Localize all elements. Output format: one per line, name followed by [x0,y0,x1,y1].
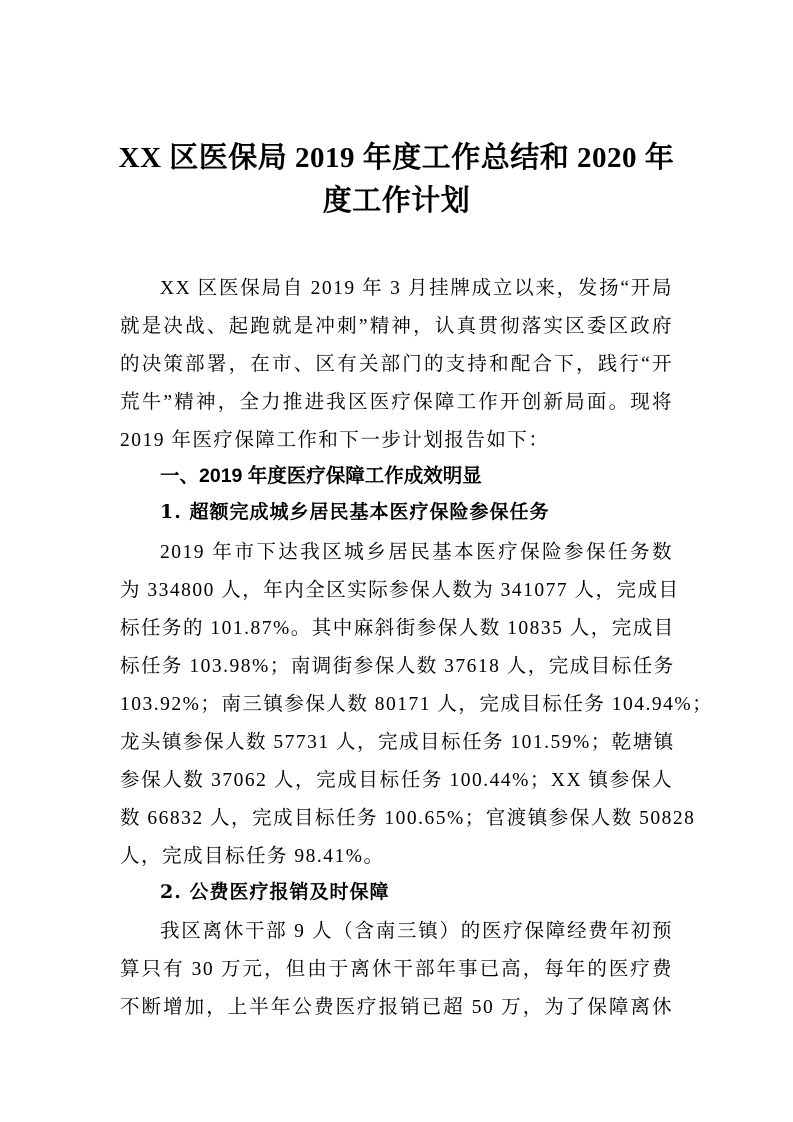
body-line: 2019 年市下达我区城乡居民基本医疗保险参保任务数 [160,542,673,563]
body-line: 人，完成目标任务 98.41%。 [120,846,385,867]
body-line: 标任务的 101.87%。其中麻斜街参保人数 10835 人，完成目 [120,618,675,639]
body-line: 数 66832 人，完成目标任务 100.65%；官渡镇参保人数 50828 [120,808,696,829]
intro-line: 2019 年医疗保障工作和下一步计划报告如下： [120,430,550,451]
body-line: 不断增加，上半年公费医疗报销已超 50 万，为了保障离休 [120,997,673,1018]
subsection-heading: 2. 公费医疗报销及时保障 [160,881,390,903]
body-line: 103.92%；南三镇参保人数 80171 人，完成目标任务 104.94%； [120,694,714,715]
subsection-heading: 1. 超额完成城乡居民基本医疗保险参保任务 [160,501,550,523]
body-line: 算只有 30 万元，但由于离休干部年事已高，每年的医疗费 [120,959,673,980]
body-line: 我区离休干部 9 人（含南三镇）的医疗保障经费年初预 [160,921,673,942]
body-line: 龙头镇参保人数 57731 人，完成目标任务 101.59%；乾塘镇 [120,732,675,753]
body-line: 为 334800 人，年内全区实际参保人数为 341077 人，完成目 [120,580,680,601]
intro-line: XX 区医保局自 2019 年 3 月挂牌成立以来，发扬“开局 [160,278,673,299]
title-line-2: 度工作计划 [322,185,471,217]
intro-line: 就是决战、起跑就是冲刺”精神，认真贯彻落实区委区政府 [120,316,673,337]
intro-line: 的决策部署，在市、区有关部门的支持和配合下，践行“开 [120,354,673,375]
section-heading: 一、2019 年度医疗保障工作成效明显 [160,465,482,487]
document-title [110,137,683,223]
body-line: 参保人数 37062 人，完成目标任务 100.44%；XX 镇参保人 [120,770,673,791]
body-line: 标任务 103.98%；南调街参保人数 37618 人，完成目标任务 [120,656,675,677]
title-line-1: XX 区医保局 2019 年度工作总结和 2020 年 [118,142,675,174]
intro-line: 荒牛”精神，全力推进我区医疗保障工作开创新局面。现将 [120,392,673,413]
